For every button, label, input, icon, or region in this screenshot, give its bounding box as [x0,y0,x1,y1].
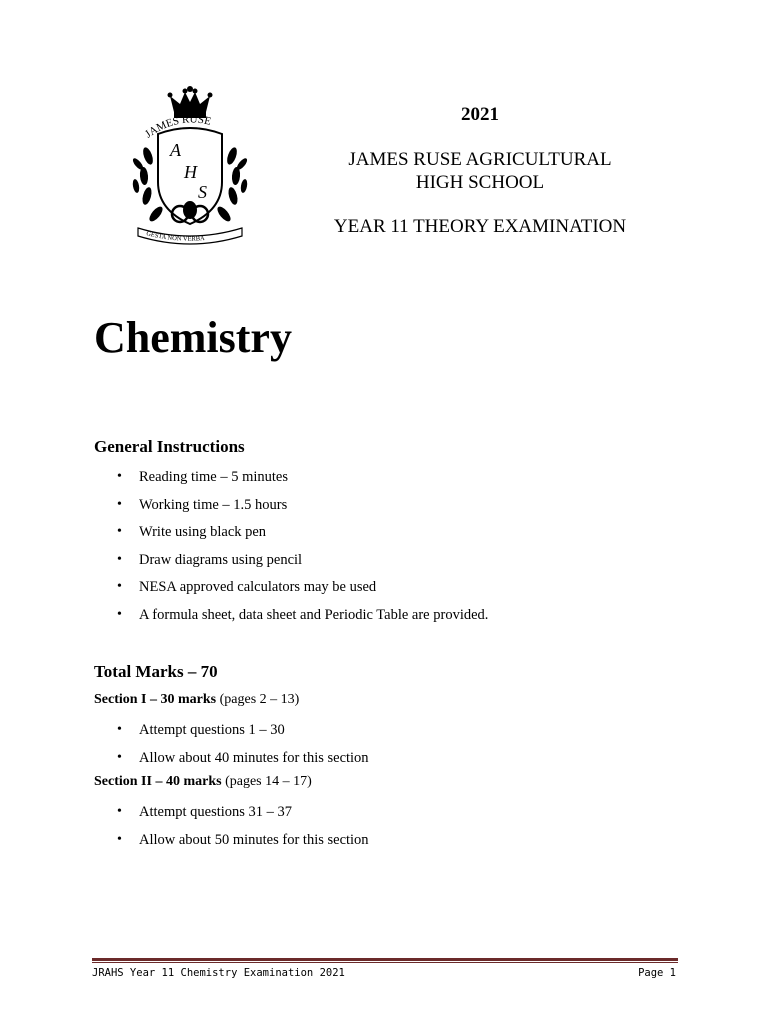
exam-title: YEAR 11 THEORY EXAMINATION [333,216,627,237]
list-item: • Write using black pen [117,524,267,541]
footer-exam-name: JRAHS Year 11 Chemistry Examination 2021 [92,967,345,979]
bullet-icon: • [117,524,122,540]
bullet-icon: • [117,469,122,484]
exam-year: 2021 [461,104,499,125]
bullet-icon: • [117,831,122,847]
list-item: • Draw diagrams using pencil [117,551,303,568]
ram-head-icon [172,201,208,222]
list-item: • Allow about 40 minutes for this section [117,749,369,766]
list-item: • Working time – 1.5 hours [117,496,288,513]
section-1-list [117,720,369,775]
crown-icon [168,86,213,118]
total-marks-title: Total Marks – 70 [94,662,218,681]
general-instructions-list [117,467,488,633]
exam-header [300,100,660,238]
bullet-icon: • [117,496,122,512]
list-item: • Reading time – 5 minutes [117,469,289,485]
laurel-left-icon [131,146,165,223]
section-2-heading: Section II – 40 marks (pages 14 – 17) [94,774,312,789]
svg-text:GESTA NON VERBA: GESTA NON VERBA [145,230,206,243]
bullet-icon: • [117,606,122,622]
section-1-heading: Section I – 30 marks (pages 2 – 13) [94,692,300,707]
svg-text:S: S [198,182,207,202]
school-name: JAMES RUSE AGRICULTURAL HIGH SCHOOL [348,149,612,193]
svg-text:H: H [184,162,197,182]
bullet-icon: • [117,579,122,595]
list-item: • Allow about 50 minutes for this section [117,831,369,848]
general-instructions-title: General Instructions [94,437,245,456]
bullet-icon: • [117,551,122,567]
school-crest-logo [130,86,250,246]
list-item: • Attempt questions 31 – 37 [117,804,293,820]
svg-text:A: A [170,140,181,160]
list-item: • A formula sheet, data sheet and Periodic Table are provided. [117,606,489,623]
section-2-list [117,802,369,857]
bullet-icon: • [117,722,122,737]
laurel-right-icon [215,146,249,223]
footer-page-number: Page 1 [638,967,676,979]
bullet-icon: • [117,804,122,819]
list-item: • Attempt questions 1 – 30 [117,722,285,738]
bullet-icon: • [117,749,122,765]
footer-divider [92,958,678,961]
svg-text:JAMES RUSE: JAMES RUSE [142,113,213,141]
subject-title: Chemistry [94,313,292,362]
list-item: • NESA approved calculators may be used [117,579,377,596]
footer-divider-thin [92,962,678,963]
